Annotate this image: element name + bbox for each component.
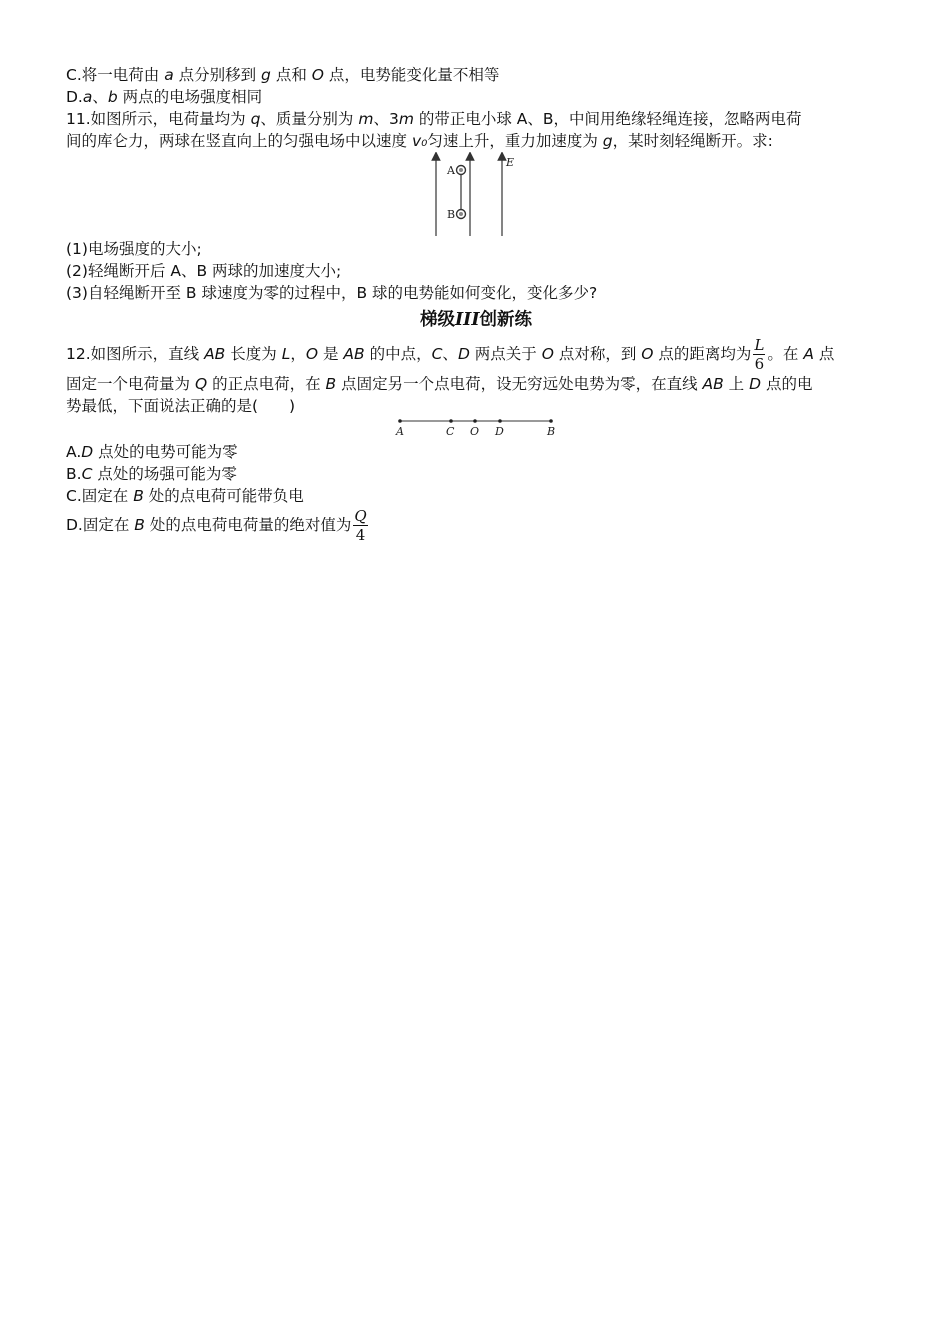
q11-sub3: (3)自轻绳断开至 B 球速度为零的过程中，B 球的电势能如何变化，变化多少? [66, 284, 598, 302]
text: 、 [92, 88, 108, 106]
var: A [803, 345, 814, 363]
text: 、 [442, 345, 458, 363]
text: 是 [318, 345, 344, 363]
var: AB [204, 345, 226, 363]
var: B [134, 516, 145, 534]
fraction-numerator: Q [354, 507, 367, 525]
text: 上 [723, 375, 750, 393]
var: AB [343, 345, 365, 363]
text: 点 [813, 345, 835, 363]
text: 点固定另一个点电荷，设无穷远处电势为零，在直线 [336, 375, 703, 393]
var: O [305, 345, 319, 363]
var: B [133, 487, 144, 505]
q12-stem-line2 [66, 373, 886, 395]
text: 长度为 [225, 345, 282, 363]
point-a [398, 419, 402, 423]
q11-sub1: (1)电场强度的大小; [66, 240, 202, 258]
text: 的正点电荷，在 [207, 375, 326, 393]
text: 12.如图所示，直线 [66, 345, 205, 363]
fraction-denominator: 4 [355, 526, 366, 544]
var: b [107, 88, 118, 106]
var: Q [194, 375, 208, 393]
text: 的中点， [364, 345, 432, 363]
q12-option-b [66, 463, 886, 485]
ball-b-core [459, 212, 463, 216]
text: 点的电 [761, 375, 813, 393]
q11-sub2: (2)轻绳断开后 A、B 两球的加速度大小; [66, 262, 342, 280]
text: 间的库仑力，两球在竖直向上的匀强电场中以速度 [66, 132, 412, 150]
var: C [81, 465, 93, 483]
text: 点处的场强可能为零 [92, 465, 237, 483]
document-page [66, 64, 886, 544]
q11-stem-line2 [66, 130, 886, 152]
text: 处的点电荷电荷量的绝对值为 [144, 516, 352, 534]
text: 固定一个电荷量为 [66, 375, 195, 393]
q12-option-a [66, 441, 886, 463]
text: 处的点电荷可能带负电 [143, 487, 304, 505]
point-o [473, 419, 477, 423]
text: D.固定在 [66, 516, 135, 534]
q12-stem-line1 [66, 336, 886, 373]
var: O [541, 345, 554, 363]
text: 、质量分别为 [260, 110, 359, 128]
text: 的带正电小球 A、B，中间用绝缘轻绳连接，忽略两电荷 [413, 110, 802, 128]
ball-b-label: B [447, 208, 456, 221]
text: 创新练 [479, 310, 533, 330]
q11-stem-line1 [66, 108, 886, 130]
text: 。在 [767, 345, 804, 363]
q12-option-c [66, 485, 886, 507]
ball-a-core [459, 168, 463, 172]
text: 、3 [373, 110, 399, 128]
var: AB [702, 375, 724, 393]
text: ，某时刻轻绳断开。求: [612, 132, 773, 150]
point-b [549, 419, 553, 423]
field-label-e: E [506, 156, 515, 169]
text: 点对称，到 [553, 345, 642, 363]
text: ， [290, 345, 306, 363]
fraction-q-over-4 [353, 507, 367, 544]
text: 点的距离均为 [653, 345, 752, 363]
text: B. [66, 465, 82, 483]
text: D. [66, 88, 83, 106]
q10-option-c [66, 64, 886, 86]
text: C.将一电荷由 [66, 66, 165, 84]
var: g [602, 132, 613, 150]
var: L [281, 345, 291, 363]
point-d [498, 419, 502, 423]
ball-a-label: A [447, 164, 455, 177]
q12-line-figure [66, 417, 886, 441]
text: 梯级 [419, 310, 455, 330]
roman-numeral: III [454, 310, 480, 330]
text: 点处的电势可能为零 [93, 443, 238, 461]
fraction-l-over-6 [753, 336, 765, 373]
var: D [749, 375, 762, 393]
var: a [82, 88, 93, 106]
text: 点，电势能变化量不相等 [323, 66, 500, 84]
fraction-numerator: L [754, 336, 765, 354]
section-title [66, 306, 886, 334]
text: C.固定在 [66, 487, 134, 505]
label-o: O [470, 425, 480, 438]
var: D [457, 345, 470, 363]
var: m [398, 110, 414, 128]
text: 匀速上升，重力加速度为 [427, 132, 603, 150]
q12-option-d [66, 507, 886, 544]
label-c: C [446, 425, 455, 438]
label-a: A [396, 425, 404, 438]
q10-option-d [66, 86, 886, 108]
text: 11.如图所示，电荷量均为 [66, 110, 251, 128]
var: D [81, 443, 94, 461]
var: C [431, 345, 443, 363]
label-b: B [547, 425, 556, 438]
text: 两点的电场强度相同 [117, 88, 263, 106]
var: a [164, 66, 174, 84]
var: v₀ [411, 132, 428, 150]
text: 两点关于 [469, 345, 542, 363]
text: 点和 [270, 66, 312, 84]
var: B [325, 375, 337, 393]
var: g [261, 66, 271, 84]
text: 点分别移到 [173, 66, 262, 84]
var: q [250, 110, 261, 128]
text: A. [66, 443, 82, 461]
var: m [358, 110, 374, 128]
fraction-denominator: 6 [754, 355, 765, 373]
point-c [449, 419, 453, 423]
var: O [311, 66, 324, 84]
q12-stem-line3: 势最低，下面说法正确的是( ) [66, 397, 296, 415]
var: O [641, 345, 654, 363]
label-d: D [495, 425, 504, 438]
q11-field-figure [66, 152, 886, 238]
